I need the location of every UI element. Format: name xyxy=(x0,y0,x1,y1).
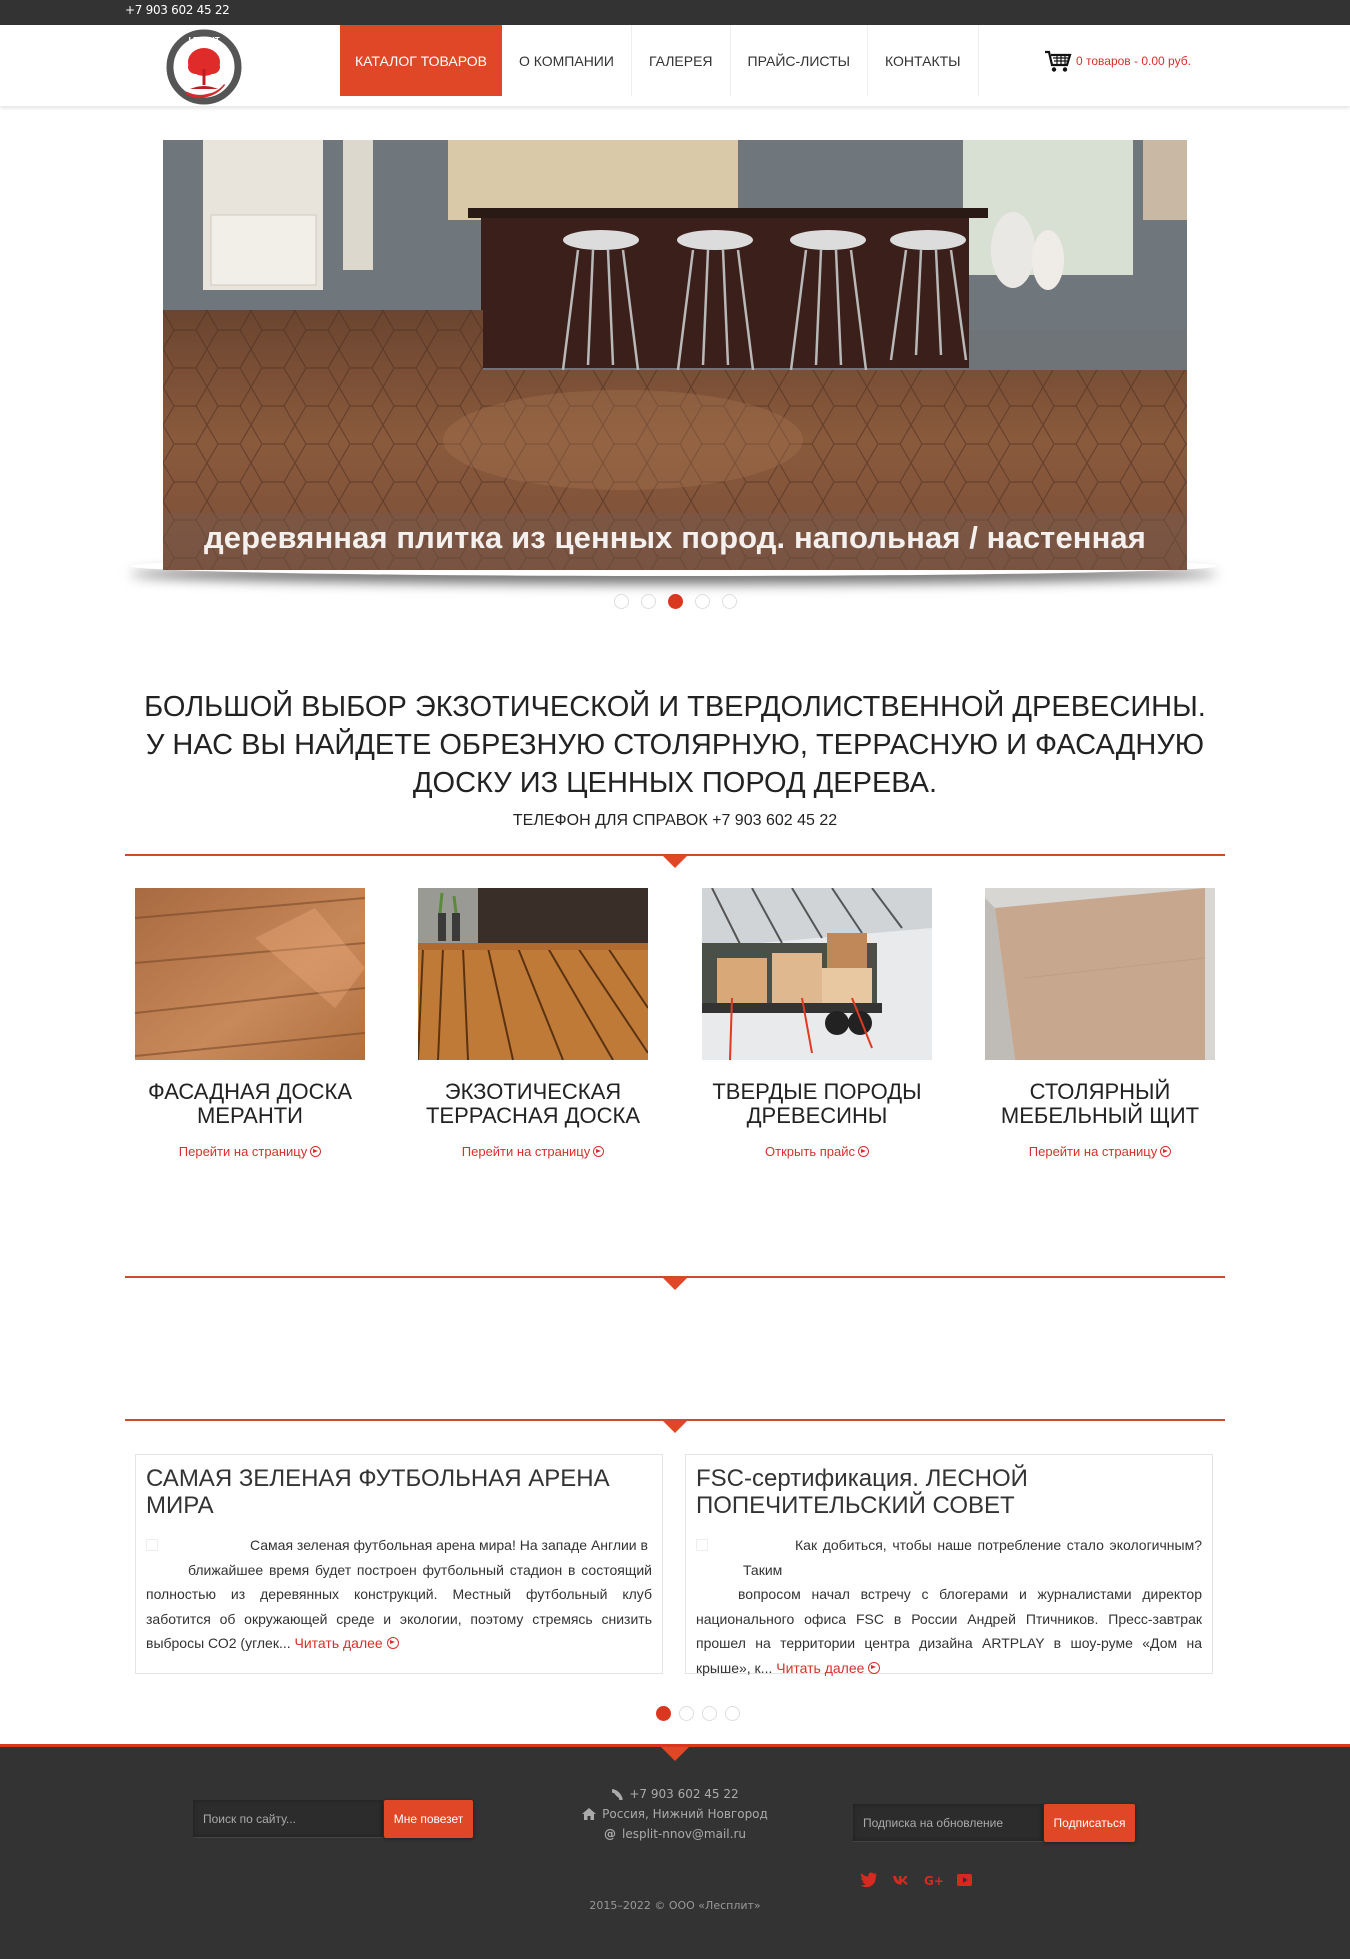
nav-gallery[interactable]: ГАЛЕРЕЯ xyxy=(632,25,731,96)
svg-text:LESPLIT: LESPLIT xyxy=(188,36,220,44)
footer-phone xyxy=(470,1787,880,1801)
arrow-circle-right-icon xyxy=(858,1146,869,1157)
product-link-text: Перейти на страницу xyxy=(178,1144,308,1159)
product-link[interactable] xyxy=(765,1144,869,1159)
social-links xyxy=(860,1872,974,1888)
section-divider xyxy=(125,854,1225,856)
arrow-circle-right-icon xyxy=(310,1146,321,1157)
phone-icon xyxy=(611,1788,623,1800)
home-icon xyxy=(582,1808,596,1820)
intro-line-1: БОЛЬШОЙ ВЫБОР ЭКЗОТИЧЕСКОЙ И ТВЕРДОЛИСТВЕННОЙ ДРЕВЕСИНЫ. xyxy=(144,691,1206,723)
copyright: 2015–2022 © ООО «Лесплит» xyxy=(589,1899,761,1912)
divider-arrow-icon xyxy=(663,1278,687,1290)
arrow-circle-right-icon xyxy=(1160,1146,1171,1157)
intro-line-3: ДОСКУ ИЗ ЦЕННЫХ ПОРОД ДЕРЕВА. xyxy=(412,767,938,799)
news-pagination xyxy=(656,1706,740,1721)
product-title-line: МЕРАНТИ xyxy=(196,1103,303,1128)
news-excerpt-text: вопросом начал встречу с блогерами и журналистами директор национального офиса FSC в России Андрей Птичников. Пресс-завтрак прошел на территории центра дизайна ARTPLAY в шоу-руме «Дом на крыше», к... xyxy=(696,1586,1202,1676)
nav-contacts[interactable]: КОНТАКТЫ xyxy=(868,25,979,96)
news-title[interactable]: FSC-сертификация. ЛЕСНОЙ ПОПЕЧИТЕЛЬСКИЙ СОВЕТ xyxy=(696,1465,1028,1519)
intro-line-2: У НАС ВЫ НАЙДЕТЕ ОБРЕЗНУЮ СТОЛЯРНУЮ, ТЕРРАСНУЮ И ФАСАДНУЮ xyxy=(145,729,1205,761)
news-excerpt-text: ближайшее время будет построен футбольный стадион в состоящий полностью из деревянных конструкций. Местный футбольный клуб заботится об окружающей среде и экологии, поэтому стремясь снизить выбросы СО2 (углек... xyxy=(146,1561,652,1651)
read-more-text: Читать далее xyxy=(776,1659,865,1676)
footer-address xyxy=(470,1807,880,1821)
logo[interactable] xyxy=(166,29,242,105)
product-link[interactable] xyxy=(179,1144,321,1159)
product-title-line: СТОЛЯРНЫЙ xyxy=(1029,1079,1171,1104)
footer-email-text[interactable]: lesplit-nnov@mail.ru xyxy=(621,1827,746,1841)
youtube-icon[interactable] xyxy=(956,1872,974,1888)
top-phone[interactable]: +7 903 602 45 22 xyxy=(125,3,230,17)
arrow-circle-right-icon xyxy=(387,1637,399,1649)
product-title-line: ТВЕРДЫЕ ПОРОДЫ xyxy=(712,1079,922,1104)
hero-dot-1[interactable] xyxy=(614,594,629,609)
product-title[interactable] xyxy=(135,1080,365,1128)
cart-summary: 0 товаров - 0.00 руб. xyxy=(1076,54,1191,68)
svg-text:G+: G+ xyxy=(924,1874,944,1888)
product-title[interactable] xyxy=(418,1080,648,1128)
hero-dot-4[interactable] xyxy=(695,594,710,609)
nav-about[interactable]: О КОМПАНИИ xyxy=(502,25,632,96)
news-card xyxy=(135,1454,663,1674)
subscribe-button[interactable]: Подписаться xyxy=(1044,1804,1135,1842)
footer-phone-text[interactable]: +7 903 602 45 22 xyxy=(629,1787,739,1801)
read-more-text: Читать далее xyxy=(294,1635,383,1651)
read-more-link[interactable] xyxy=(776,1660,880,1676)
product-card xyxy=(985,888,1215,1161)
news-excerpt xyxy=(146,1533,652,1656)
nav-price-lists[interactable]: ПРАЙС-ЛИСТЫ xyxy=(731,25,868,96)
news-dot-3[interactable] xyxy=(702,1706,717,1721)
news-excerpt-line: Самая зеленая футбольная арена мира! На западе Англии в xyxy=(250,1537,648,1553)
search-lucky-button[interactable]: Мне повезет xyxy=(384,1800,473,1838)
vk-icon[interactable] xyxy=(892,1872,910,1888)
at-icon: @ xyxy=(603,1827,616,1841)
product-title-line: ЭКЗОТИЧЕСКАЯ xyxy=(444,1079,622,1104)
subscribe-email-input[interactable] xyxy=(853,1804,1043,1842)
product-card xyxy=(135,888,365,1161)
intro-phone: ТЕЛЕФОН ДЛЯ СПРАВОК +7 903 602 45 22 xyxy=(512,812,838,829)
product-title[interactable] xyxy=(702,1080,932,1128)
hero-caption: деревянная плитка из ценных пород. напольная / настенная xyxy=(204,520,1146,555)
product-title-line: ДРЕВЕСИНЫ xyxy=(746,1103,888,1128)
twitter-icon[interactable] xyxy=(860,1872,878,1888)
product-title-line: МЕБЕЛЬНЫЙ ЩИТ xyxy=(1000,1103,1200,1128)
hero-dot-5[interactable] xyxy=(722,594,737,609)
header xyxy=(0,25,1350,106)
hero-pagination xyxy=(614,594,737,609)
footer-arrow-icon xyxy=(661,1747,689,1761)
image-placeholder-icon xyxy=(696,1539,708,1551)
cart-button[interactable] xyxy=(1044,49,1191,73)
nav-catalog[interactable]: КАТАЛОГ ТОВАРОВ xyxy=(340,25,502,96)
hero-image xyxy=(163,140,1187,570)
product-image-facade[interactable] xyxy=(135,888,365,1060)
arrow-circle-right-icon xyxy=(868,1662,880,1674)
footer-address-text: Россия, Нижний Новгород xyxy=(602,1807,768,1821)
product-link-text: Перейти на страницу xyxy=(461,1144,591,1159)
arrow-circle-right-icon xyxy=(593,1146,604,1157)
product-title[interactable] xyxy=(985,1080,1215,1128)
news-excerpt xyxy=(696,1533,1202,1680)
product-image-furniture-panel[interactable] xyxy=(985,888,1215,1060)
divider-arrow-icon xyxy=(663,856,687,868)
news-title[interactable]: САМАЯ ЗЕЛЕНАЯ ФУТБОЛЬНАЯ АРЕНА МИРА xyxy=(146,1465,610,1519)
site-search-input[interactable] xyxy=(193,1800,383,1838)
product-link-text: Открыть прайс xyxy=(765,1144,855,1159)
product-card xyxy=(702,888,932,1161)
read-more-link[interactable] xyxy=(295,1635,399,1651)
product-title-line: ФАСАДНАЯ ДОСКА xyxy=(147,1079,353,1104)
footer xyxy=(0,1744,1350,1959)
top-bar xyxy=(0,0,1350,25)
product-title-line: ТЕРРАСНАЯ ДОСКА xyxy=(425,1103,641,1128)
hero-dot-2[interactable] xyxy=(641,594,656,609)
hero-slide[interactable] xyxy=(163,140,1187,570)
logo-icon xyxy=(166,29,242,105)
news-dot-2[interactable] xyxy=(679,1706,694,1721)
footer-email xyxy=(470,1827,880,1841)
cart-icon xyxy=(1044,49,1072,73)
image-placeholder-icon xyxy=(146,1539,158,1551)
product-link[interactable] xyxy=(1029,1144,1171,1159)
product-image-terrace[interactable] xyxy=(418,888,648,1060)
section-divider xyxy=(125,1419,1225,1421)
google-plus-icon[interactable] xyxy=(924,1872,942,1888)
news-dot-4[interactable] xyxy=(725,1706,740,1721)
product-card xyxy=(418,888,648,1161)
divider-arrow-icon xyxy=(663,1421,687,1433)
hero-dot-3[interactable] xyxy=(668,594,683,609)
product-image-hardwood[interactable] xyxy=(702,888,932,1060)
news-excerpt-line: Как добиться, чтобы наше потребление стало экологичным? Таким xyxy=(743,1537,1202,1578)
product-link[interactable] xyxy=(462,1144,604,1159)
news-card xyxy=(685,1454,1213,1674)
intro-heading xyxy=(100,688,1250,802)
main-nav xyxy=(340,25,979,96)
product-link-text: Перейти на страницу xyxy=(1028,1144,1158,1159)
section-divider xyxy=(125,1276,1225,1278)
news-dot-1[interactable] xyxy=(656,1706,671,1721)
